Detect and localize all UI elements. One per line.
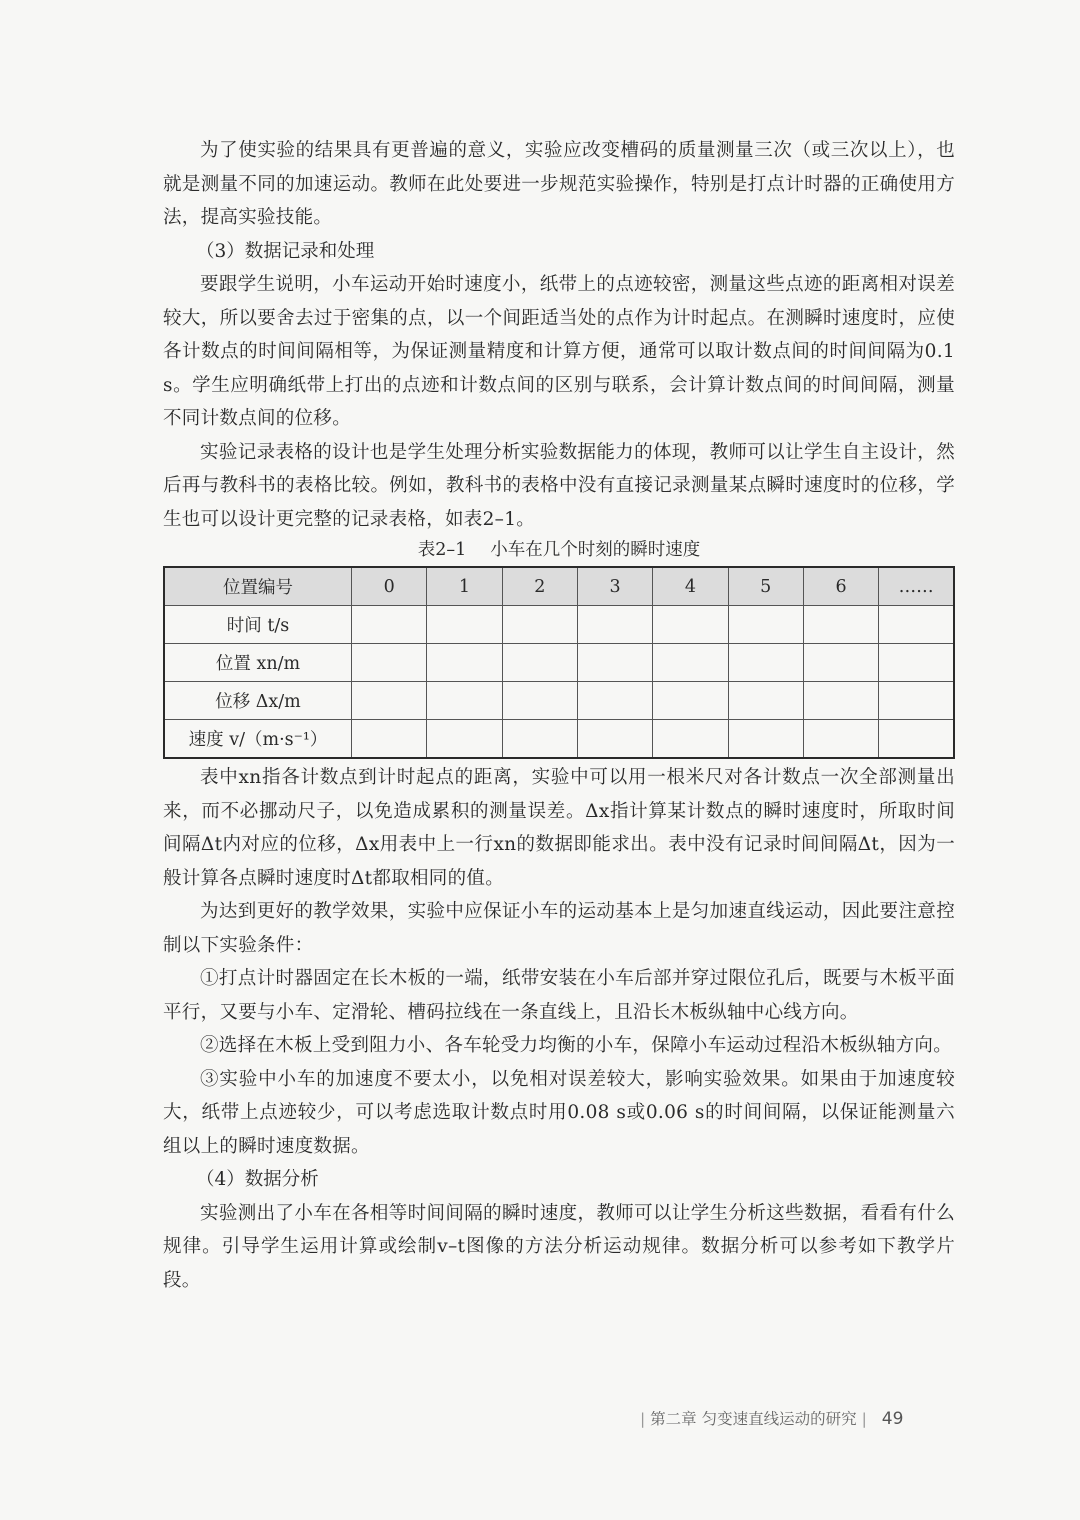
table-row [164,720,954,759]
table-cell [803,644,878,682]
section-heading-3: （3）数据记录和处理 [196,240,375,262]
paragraph-4: 表中xn指各计数点到计时起点的距离，实验中可以用一根米尺对各计数点一次全部测量出来，而不必挪动尺子，以免造成累积的测量误差。Δx指计算某计数点的瞬时速度时，所取时间间隔Δt内对应的位移，Δx用表中上一行xn的数据即能求出。表中没有记录时间间隔Δt，因为一般计算各点瞬时速度时Δt都取相同的值。 [163,767,955,889]
table-cell [502,720,577,759]
velocity-table [163,566,955,759]
table-caption-title: 小车在几个时刻的瞬时速度 [490,540,701,560]
paragraph-6: ①打点计时器固定在长木板的一端，纸带安装在小车后部并穿过限位孔后，既要与木板平面平行，又要与小车、定滑轮、槽码拉线在一条直线上，且沿长木板纵轴中心线方向。 [163,968,955,1023]
paragraph-7: ②选择在木板上受到阻力小、各车轮受力均衡的小车，保障小车运动过程沿木板纵轴方向。 [200,1035,953,1056]
table-cell [577,644,652,682]
table-row [164,644,954,682]
table-cell [577,606,652,644]
table-caption-number: 表2–1 [417,540,467,560]
table-cell [728,644,803,682]
header-col: 4 [653,567,728,606]
table-caption [163,536,955,564]
paragraph-5: 为达到更好的教学效果，实验中应保证小车的运动基本上是匀加速直线运动，因此要注意控制以下实验条件： [163,901,955,956]
table-cell [728,606,803,644]
table-cell [653,606,728,644]
table-cell [427,644,502,682]
header-col: 5 [728,567,803,606]
table-cell [803,682,878,720]
table-cell [803,606,878,644]
header-col: …… [879,567,954,606]
table-cell [879,644,954,682]
table-cell [502,606,577,644]
paragraph-1: 为了使实验的结果具有更普遍的意义，实验应改变槽码的质量测量三次（或三次以上），也就是测量不同的加速运动。教师在此处要进一步规范实验操作，特别是打点计时器的正确使用方法，提高实验技能。 [163,140,955,228]
table-cell [577,720,652,759]
table-cell [427,606,502,644]
header-label: 位置编号 [164,567,352,606]
table-cell [427,720,502,759]
table-cell [653,682,728,720]
table-cell [352,682,427,720]
table-cell [352,720,427,759]
footer-chapter: 第二章 [650,1410,697,1428]
header-col: 1 [427,567,502,606]
table-cell [879,682,954,720]
table-cell [803,720,878,759]
header-col: 2 [502,567,577,606]
paragraph-8: ③实验中小车的加速度不要太小，以免相对误差较大，影响实验效果。如果由于加速度较大，纸带上点迹较少，可以考虑选取计数点时用0.08 s或0.06 s的时间间隔，以保证能测量六组以上的瞬时速度数据。 [163,1068,955,1157]
header-col: 3 [577,567,652,606]
table-cell [577,682,652,720]
table-cell [352,644,427,682]
page-footer [640,1407,960,1429]
row-label-time: 时间 t/s [164,606,352,644]
table-cell [427,682,502,720]
footer-divider: | [861,1410,867,1428]
section-heading-4: （4）数据分析 [196,1169,319,1190]
table-cell [653,720,728,759]
table-cell [352,606,427,644]
table-cell [879,720,954,759]
row-label-position: 位置 xn/m [164,644,352,682]
table-row [164,682,954,720]
header-col: 0 [352,567,427,606]
table-cell [879,606,954,644]
paragraph-2: 要跟学生说明，小车运动开始时速度小，纸带上的点迹较密，测量这些点迹的距离相对误差较大，所以要舍去过于密集的点，以一个间距适当处的点作为计时起点。在测瞬时速度时，应使各计数点的时间间隔相等，为保证测量精度和计算方便，通常可以取计数点间的时间间隔为0.1 s。学生应明确纸带上打出的点迹和计数点间的区别与联系，会计算计数点间的时间间隔，测量不同计数点间的位移。 [163,274,955,429]
table-cell [728,682,803,720]
table-cell [653,644,728,682]
header-col: 6 [803,567,878,606]
table-cell [502,682,577,720]
row-label-velocity: 速度 v/（m·s⁻¹） [164,720,352,759]
footer-chapter-title: 匀变速直线运动的研究 [701,1410,857,1428]
page-number: 49 [881,1409,904,1429]
table-cell [502,644,577,682]
row-label-displacement: 位移 Δx/m [164,682,352,720]
table-cell [728,720,803,759]
paragraph-9: 实验测出了小车在各相等时间间隔的瞬时速度，教师可以让学生分析这些数据，看看有什么规律。引导学生运用计算或绘制v–t图像的方法分析运动规律。数据分析可以参考如下教学片段。 [163,1202,955,1291]
footer-divider: | [640,1410,646,1428]
table-header-row [164,567,954,606]
table-row [164,606,954,644]
page-body [163,134,955,1297]
paragraph-3: 实验记录表格的设计也是学生处理分析实验数据能力的体现，教师可以让学生自主设计，然后再与教科书的表格比较。例如，教科书的表格中没有直接记录测量某点瞬时速度时的位移，学生也可以设计更完整的记录表格，如表2–1。 [163,441,955,530]
